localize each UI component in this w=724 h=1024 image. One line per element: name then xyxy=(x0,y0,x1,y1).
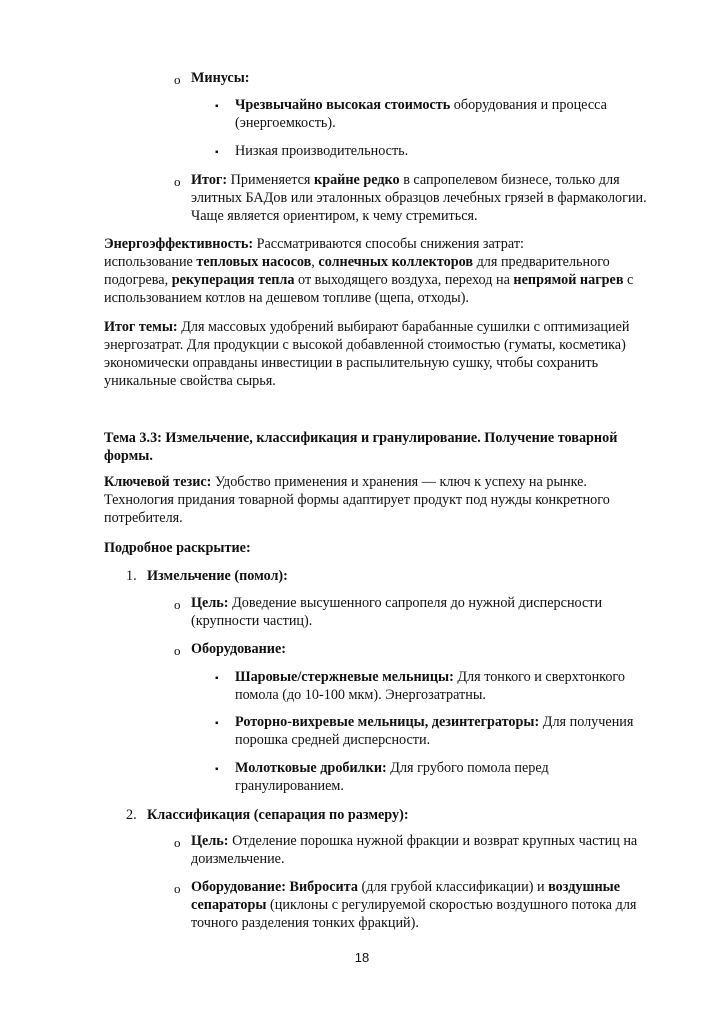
list-marker: o xyxy=(174,643,181,658)
list-marker: o xyxy=(174,597,181,612)
minuses-heading: Минусы: xyxy=(191,70,250,86)
list-item: Шаровые/стержневые мельницы: Для тонкого и сверхтонкого помола (до 10-100 мкм). Энергозатратны. xyxy=(235,669,625,703)
topic-heading: Тема 3.3: Измельчение, классификация и гранулирование. Получение товарной формы. xyxy=(104,430,618,464)
list-item: Цель: Отделение порошка нужной фракции и возврат крупных частиц на доизмельчение. xyxy=(191,833,638,867)
equipment-heading: Оборудование: xyxy=(191,641,286,657)
list-marker: o xyxy=(174,174,181,189)
section-number: 1. xyxy=(126,568,137,584)
key-thesis-paragraph: Ключевой тезис: Удобство применения и хранения — ключ к успеху на рынке. Технология придания товарной формы адаптирует продукт под нужды конкретного потребителя. xyxy=(104,474,610,526)
section-title: Классификация (сепарация по размеру): xyxy=(147,807,409,823)
list-marker: ▪ xyxy=(215,101,219,112)
list-marker: ▪ xyxy=(215,718,219,729)
section-title: Измельчение (помол): xyxy=(147,568,288,584)
page-number: 18 xyxy=(354,950,370,965)
summary-paragraph: Итог: Применяется крайне редко в сапропелевом бизнесе, только для элитных БАДов или эталонных образцов лечебных грязей в фармакологии. Чаще является ориентиром, к чему стремиться. xyxy=(191,172,647,224)
list-marker: ▪ xyxy=(215,673,219,684)
detailed-heading: Подробное раскрытие: xyxy=(104,540,251,556)
list-item: Низкая производительность. xyxy=(235,143,409,159)
list-marker: ▪ xyxy=(215,764,219,775)
list-item: Чрезвычайно высокая стоимость оборудования и процесса (энергоемкость). xyxy=(235,97,607,131)
energy-efficiency-paragraph: Энергоэффективность: Рассматриваются способы снижения затрат: использование тепловых насосов, солнечных коллекторов для предварительного подогрева, рекуперация тепла от выходящего воздуха, переход на непрямой нагрев с использованием котлов на дешевом топливе (щепа, отходы). xyxy=(104,236,634,306)
list-marker: o xyxy=(174,835,181,850)
list-marker: ▪ xyxy=(215,147,219,158)
list-item: Роторно-вихревые мельницы, дезинтеграторы: Для получения порошка средней дисперсности. xyxy=(235,714,634,748)
topic-summary-paragraph: Итог темы: Для массовых удобрений выбирают барабанные сушилки с оптимизацией энергозатрат. Для продукции с высокой добавленной стоимостью (гуматы, косметика) экономически оправданы инвестиции в распылительную сушку, чтобы сохранить уникальные свойства сырья. xyxy=(104,319,630,389)
list-item: Цель: Доведение высушенного сапропеля до нужной дисперсности (крупности частиц). xyxy=(191,595,603,629)
section-number: 2. xyxy=(126,807,137,823)
list-item: Оборудование: Вибросита (для грубой классификации) и воздушные сепараторы (циклоны с регулируемой скоростью воздушного потока для точного разделения тонких фракций). xyxy=(191,879,637,931)
list-marker: o xyxy=(174,72,181,87)
list-item: Молотковые дробилки: Для грубого помола перед гранулированием. xyxy=(235,760,549,794)
list-marker: o xyxy=(174,881,181,896)
